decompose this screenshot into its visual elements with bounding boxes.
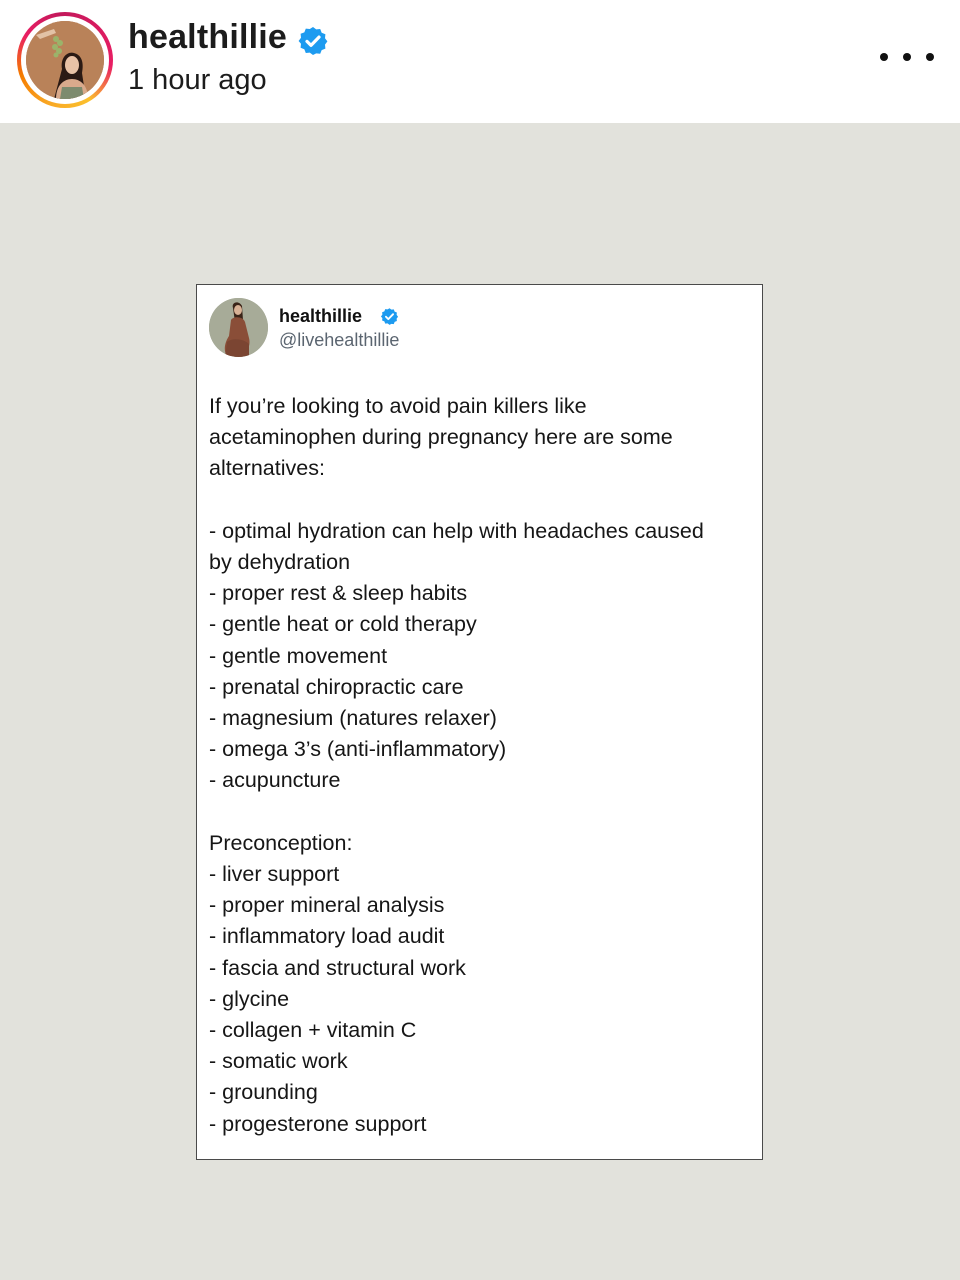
- tweet-body: [209, 391, 754, 1140]
- alternative-item: - omega 3’s (anti-inflammatory): [209, 737, 507, 762]
- preconception-item: - inflammatory load audit: [209, 924, 445, 949]
- more-options-button[interactable]: [880, 40, 934, 74]
- alternative-item: - acupuncture: [209, 768, 341, 793]
- avatar-photo-icon: [26, 21, 104, 99]
- intro-line: If you’re looking to avoid pain killers like: [209, 394, 587, 418]
- preconception-item: - collagen + vitamin C: [209, 1018, 417, 1043]
- alternative-item: by dehydration: [209, 550, 351, 574]
- username[interactable]: healthillie: [128, 18, 288, 56]
- verified-badge-icon: [297, 25, 329, 57]
- intro-line: acetaminophen during pregnancy here are some: [209, 425, 673, 450]
- tweet-display-name: healthillie: [279, 306, 363, 326]
- preconception-item: - proper mineral analysis: [209, 893, 445, 918]
- tweet-screenshot-card: [196, 284, 763, 1160]
- tweet-handle: @livehealthillie: [279, 330, 400, 350]
- preconception-item: - grounding: [209, 1080, 318, 1105]
- preconception-item: - somatic work: [209, 1049, 348, 1074]
- ellipsis-dot-icon: [903, 53, 911, 61]
- alternative-item: - proper rest & sleep habits: [209, 581, 468, 606]
- avatar[interactable]: [26, 21, 104, 99]
- verified-badge-icon: [380, 307, 399, 326]
- story-ring[interactable]: [17, 12, 113, 108]
- alternative-item: - magnesium (natures relaxer): [209, 706, 497, 731]
- intro-line: alternatives:: [209, 456, 325, 481]
- ellipsis-dot-icon: [926, 53, 934, 61]
- tweet-avatar-photo-icon: [209, 298, 268, 357]
- alternative-item: - prenatal chiropractic care: [209, 674, 464, 699]
- preconception-item: - fascia and structural work: [209, 955, 466, 980]
- story-ring-inner: [21, 16, 109, 104]
- preconception-item: - liver support: [209, 862, 340, 887]
- alternative-item: - gentle heat or cold therapy: [209, 612, 477, 637]
- post-timestamp: 1 hour ago: [128, 64, 267, 96]
- ellipsis-dot-icon: [880, 53, 888, 61]
- preconception-item: - progesterone support: [209, 1111, 427, 1136]
- tweet-avatar: [209, 298, 268, 357]
- post-header: [0, 0, 960, 123]
- alternative-item: - gentle movement: [209, 643, 388, 668]
- alternative-item: - optimal hydration can help with headaches caused: [209, 518, 704, 543]
- preconception-item: - glycine: [209, 986, 290, 1011]
- preconception-heading: Preconception:: [209, 830, 353, 855]
